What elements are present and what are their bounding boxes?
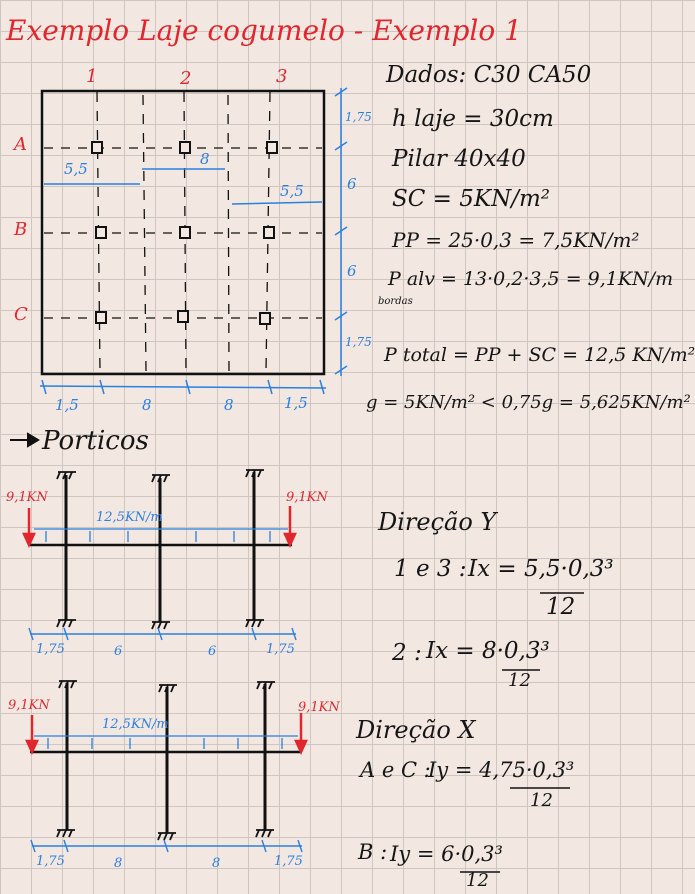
direcao-x-eq2-num: Iy = 6·0,3³ bbox=[390, 842, 503, 866]
pillar-B1 bbox=[96, 227, 106, 238]
row-label-C: C bbox=[14, 304, 28, 325]
pillar-C1 bbox=[96, 312, 106, 323]
right-dim-1: 1,75 bbox=[345, 110, 372, 124]
direcao-x-eq2-label: B : bbox=[358, 840, 388, 864]
direcao-y-heading: Direção Y bbox=[378, 508, 497, 536]
pillar-B2 bbox=[180, 227, 190, 238]
frame-1-dim-3: 6 bbox=[208, 644, 217, 659]
bottom-dim-2: 8 bbox=[142, 396, 152, 414]
frame-1-load-left: 9,1KN bbox=[6, 490, 48, 505]
dados-heading: Dados: C30 CA50 bbox=[386, 62, 592, 88]
strip-width-1: 5,5 bbox=[64, 160, 88, 178]
bottom-dim-4: 1,5 bbox=[284, 394, 308, 412]
dados-line-pilar: Pilar 40x40 bbox=[392, 146, 526, 172]
frame-1-dim-1: 1,75 bbox=[36, 642, 65, 657]
pillar-A2 bbox=[180, 142, 190, 153]
frame-1-dist-load: 12,5KN/m bbox=[96, 510, 163, 525]
frame-1-dim-2: 6 bbox=[114, 644, 123, 659]
direcao-x-heading: Direção X bbox=[356, 716, 476, 744]
direcao-y-eq1-den: 12 bbox=[546, 594, 576, 620]
dados-line-hlaje: h laje = 30cm bbox=[392, 106, 554, 132]
porticos-heading: Porticos bbox=[42, 426, 149, 456]
pillar-A3 bbox=[267, 142, 277, 153]
direcao-y-eq2-label: 2 : bbox=[392, 640, 422, 666]
direcao-x-eq1-den: 12 bbox=[530, 790, 553, 811]
frame-1-dim-4: 1,75 bbox=[266, 642, 295, 657]
direcao-y-eq2-den: 12 bbox=[508, 670, 531, 691]
direcao-y-eq2-num: Ix = 8·0,3³ bbox=[426, 638, 550, 664]
frame-2-load-left: 9,1KN bbox=[8, 698, 50, 713]
strip-line bbox=[143, 95, 146, 372]
column-label-3: 3 bbox=[276, 66, 288, 87]
dados-line-ptotal: P total = PP + SC = 12,5 KN/m² bbox=[384, 344, 695, 366]
bottom-dim-3: 8 bbox=[224, 396, 234, 414]
frame-2-dim-3: 8 bbox=[212, 856, 221, 871]
strip-line bbox=[228, 95, 229, 372]
right-dim-3: 6 bbox=[347, 262, 357, 280]
right-dim-4: 1,75 bbox=[345, 335, 372, 349]
frame-2-dist-load: 12,5KN/m bbox=[102, 717, 169, 732]
row-label-A: A bbox=[14, 134, 27, 155]
dados-line-sc: SC = 5KN/m² bbox=[392, 186, 550, 212]
frame-1-drawing bbox=[24, 470, 296, 640]
strip-dim-line bbox=[232, 202, 322, 204]
dados-bordas: bordas bbox=[378, 296, 413, 307]
column-label-1: 1 bbox=[86, 66, 98, 87]
frame-2-dim-2: 8 bbox=[114, 856, 123, 871]
dados-line-g: g = 5KN/m² < 0,75g = 5,625KN/m² bbox=[366, 392, 691, 413]
dados-line-palv: P alv = 13·0,2·3,5 = 9,1KN/m bbox=[388, 268, 674, 290]
pillar-C3 bbox=[260, 313, 270, 324]
page-title: Exemplo Laje cogumelo - Exemplo 1 bbox=[6, 14, 522, 47]
frame-2-drawing bbox=[27, 681, 306, 852]
bottom-dim-line bbox=[40, 386, 326, 388]
direcao-y-eq1-label: 1 e 3 : bbox=[394, 556, 467, 582]
direcao-x-eq1-label: A e C : bbox=[360, 758, 431, 782]
direcao-y-eq1-num: Ix = 5,5·0,3³ bbox=[468, 556, 614, 582]
direcao-x-eq1-num: Iy = 4,75·0,3³ bbox=[428, 758, 575, 782]
bottom-dim-1: 1,5 bbox=[55, 396, 79, 414]
strip-width-3: 5,5 bbox=[280, 182, 304, 200]
frame-2-dim-4: 1,75 bbox=[274, 854, 303, 869]
right-dim-2: 6 bbox=[347, 175, 357, 193]
row-label-B: B bbox=[14, 219, 28, 240]
frame-1-load-right: 9,1KN bbox=[286, 490, 328, 505]
frame-2-dim-1: 1,75 bbox=[36, 854, 65, 869]
direcao-x-eq2-den: 12 bbox=[466, 870, 489, 891]
dados-line-pp: PP = 25·0,3 = 7,5KN/m² bbox=[392, 228, 640, 252]
frame-2-load-right: 9,1KN bbox=[298, 700, 340, 715]
strip-width-2: 8 bbox=[200, 150, 210, 168]
column-label-2: 2 bbox=[180, 68, 192, 89]
pillar-C2 bbox=[178, 311, 188, 322]
pillar-B3 bbox=[264, 227, 274, 238]
pillar-A1 bbox=[92, 142, 102, 153]
